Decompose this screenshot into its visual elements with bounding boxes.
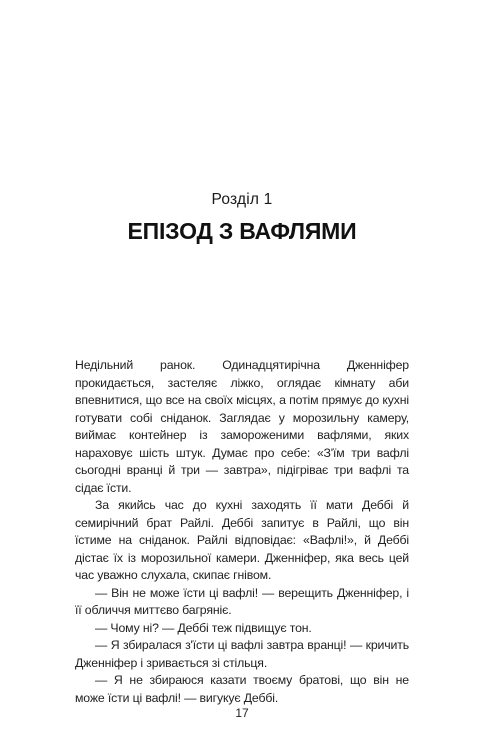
chapter-title: ЕПІЗОД З ВАФЛЯМИ [127, 218, 357, 244]
paragraph: За якийсь час до кухні заходять її мати Деббі й семирічний брат Райлі. Деббі запитує в Райлі, що він їстиме на сніданок. Райлі відповідає: «Вафлі!», й Деббі дістає їх із морозильної камери. Дженніфер, яка весь цей час уважно слухала, скипає гнівом. [75, 498, 409, 582]
paragraph: — Я не збираюся казати твоєму братові, що він не може їсти ці вафлі! — вигукує Деббі. [75, 673, 409, 705]
paragraph: — Я збиралася з'їсти ці вафлі завтра вранці! — кричить Дженніфер і зривається зі стільця. [75, 638, 409, 670]
paragraph: Недільний ранок. Одинадцятирічна Дженніфер прокидається, застеляє ліжко, оглядає кімнату аби впевнитися, що все на своїх місцях, а потім прямує до кухні готувати собі сніданок. Заглядає у морозильну камеру, виймає контейнер із замороженими вафлями, яких нараховує шість штук. Думає про себе: «З'їм три вафлі сьогодні вранці й три — завтра», підігріває три вафлі та сідає їсти. [75, 358, 409, 495]
chapter-label: Розділ 1 [211, 191, 273, 208]
body-text [75, 357, 409, 707]
page-number: 17 [235, 706, 249, 720]
paragraph: — Він не може їсти ці вафлі! — верещить Дженніфер, і її обличчя миттєво багряніє. [75, 585, 409, 617]
paragraph: — Чому ні? — Деббі теж підвищує тон. [95, 620, 312, 635]
